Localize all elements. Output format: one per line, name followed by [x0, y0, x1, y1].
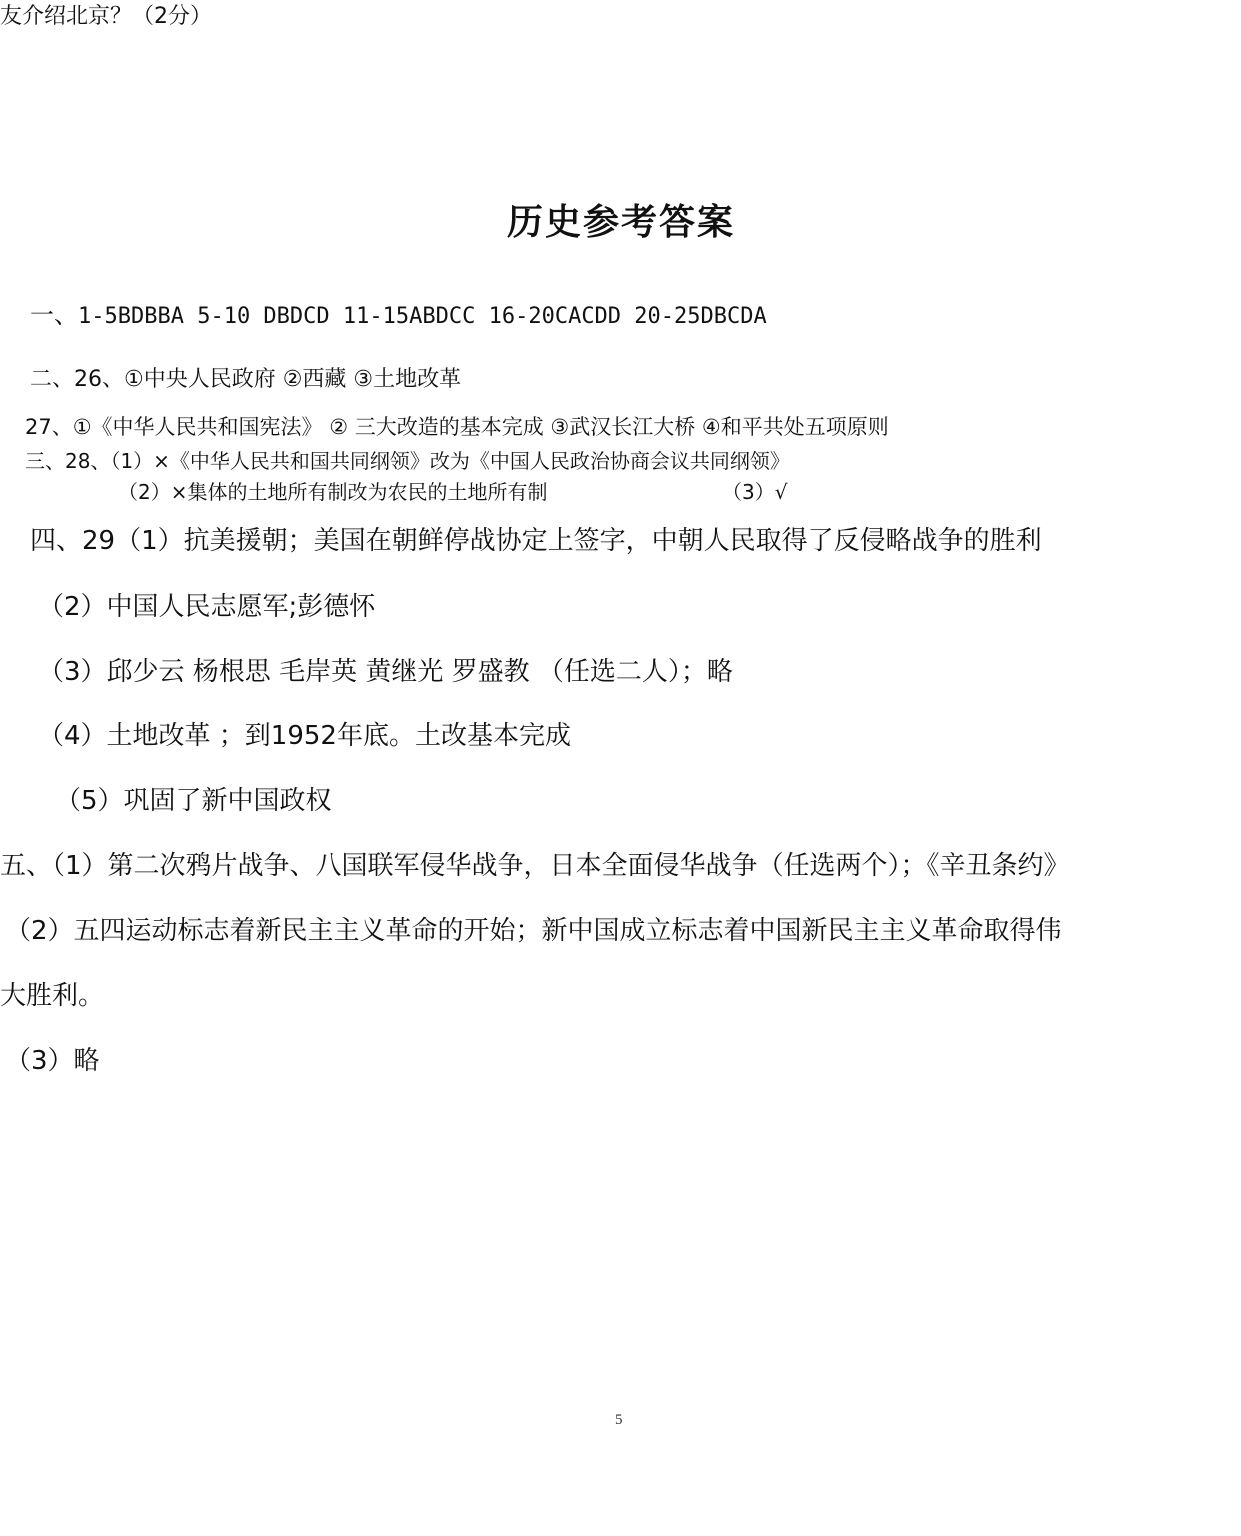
question-30-1: 五、（1）第二次鸦片战争、八国联军侵华战争，日本全面侵华战争（任选两个）；《辛丑条约》 — [0, 851, 1070, 881]
question-30-3: （3）略 — [5, 1046, 100, 1076]
question-29-5: （5）巩固了新中国政权 — [55, 786, 332, 816]
question-26: 二、26、①中央人民政府 ②西藏 ③土地改革 — [30, 367, 462, 392]
question-29-3: （3）邱少云 杨根思 毛岸英 黄继光 罗盛教 （任选二人）；略 — [38, 657, 733, 687]
page-number: 5 — [615, 1412, 623, 1428]
question-28-1: 三、28、（1）×《中华人民共和国共同纲领》改为《中国人民政治协商会议共同纲领》 — [25, 449, 790, 473]
question-30-2b: 大胜利。 — [0, 981, 105, 1011]
question-29-2: （2）中国人民志愿军;彭德怀 — [38, 592, 376, 622]
question-29-1: 四、29（1）抗美援朝；美国在朝鲜停战协定上签字，中朝人民取得了反侵略战争的胜利 — [30, 526, 1042, 556]
top-fragment: 友介绍北京？（2分） — [0, 4, 212, 29]
question-27: 27、①《中华人民共和国宪法》 ② 三大改造的基本完成 ③武汉长江大桥 ④和平共处五项原则 — [25, 415, 889, 439]
section-1-answers — [30, 303, 767, 328]
section-1-label: 一、 — [30, 301, 78, 329]
page-title: 历史参考答案 — [507, 202, 736, 243]
question-30-2a: （2）五四运动标志着新民主主义革命的开始；新中国成立标志着中国新民主主义革命取得伟 — [5, 916, 1062, 946]
section-1-answer-codes: 1-5BDBBA 5-10 DBDCD 11-15ABDCC 16-20CACDD 20-25DBCDA — [78, 304, 767, 329]
question-29-4: （4）土地改革 ；到1952年底。土改基本完成 — [38, 721, 571, 751]
question-28-2: （2）×集体的土地所有制改为农民的土地所有制 — [118, 480, 548, 504]
question-28-3: （3）√ — [722, 480, 788, 504]
